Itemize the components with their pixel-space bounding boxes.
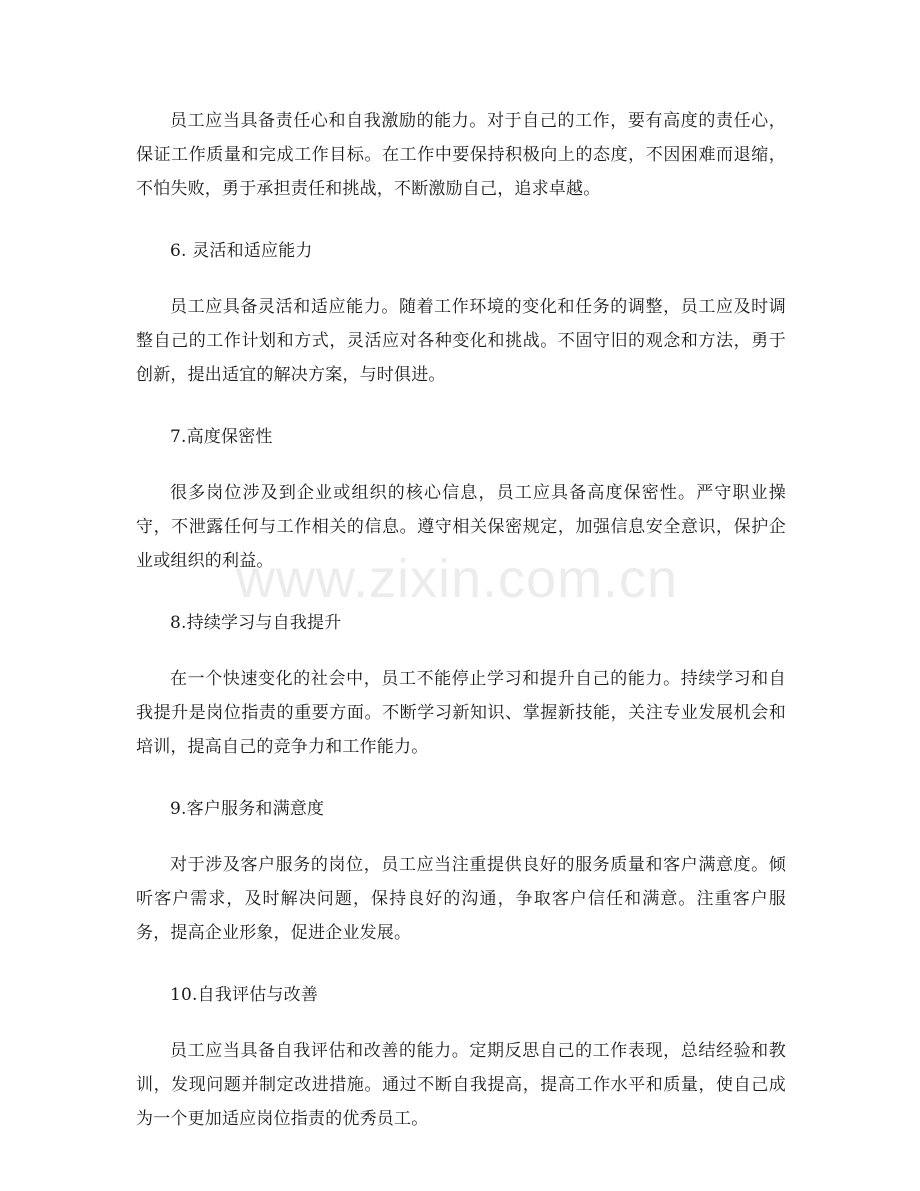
section-heading-7: 7.高度保密性 [170,427,273,447]
section-heading-8: 8.持续学习与自我提升 [170,613,342,633]
paragraph-intro: 员工应当具备责任心和自我激励的能力。对于自己的工作，要有高度的责任心，保证工作质量和完成工作目标。在工作中要保持积极向上的态度，不因困难而退缩，不怕失败，勇于承担责任和挑战，不断激励自己，追求卓越。 [136,111,786,199]
section-body-9: 对于涉及客户服务的岗位，员工应当注重提供良好的服务质量和客户满意度。倾听客户需求，及时解决问题，保持良好的沟通，争取客户信任和满意。注重客户服务，提高企业形象，促进企业发展。 [136,855,786,943]
section-body-7: 很多岗位涉及到企业或组织的核心信息，员工应具备高度保密性。严守职业操守，不泄露任何与工作相关的信息。遵守相关保密规定，加强信息安全意识，保护企业或组织的利益。 [136,483,786,571]
section-body-10: 员工应当具备自我评估和改善的能力。定期反思自己的工作表现，总结经验和教训，发现问题并制定改进措施。通过不断自我提高，提高工作水平和质量，使自己成为一个更加适应岗位指责的优秀员工。 [136,1041,786,1129]
document-content [136,104,786,1136]
watermark-text: www.zixin.com.cn [236,549,679,609]
section-heading-9: 9.客户服务和满意度 [170,799,325,819]
section-body-6: 员工应具备灵活和适应能力。随着工作环境的变化和任务的调整，员工应及时调整自己的工作计划和方式，灵活应对各种变化和挑战。不固守旧的观念和方法，勇于创新，提出适宜的解决方案，与时俱进。 [136,297,786,385]
section-body-8: 在一个快速变化的社会中，员工不能停止学习和提升自己的能力。持续学习和自我提升是岗位指责的重要方面。不断学习新知识、掌握新技能，关注专业发展机会和培训，提高自己的竞争力和工作能力。 [136,669,786,757]
section-heading-6: 6. 灵活和适应能力 [170,241,313,261]
section-heading-10: 10.自我评估与改善 [170,985,319,1005]
